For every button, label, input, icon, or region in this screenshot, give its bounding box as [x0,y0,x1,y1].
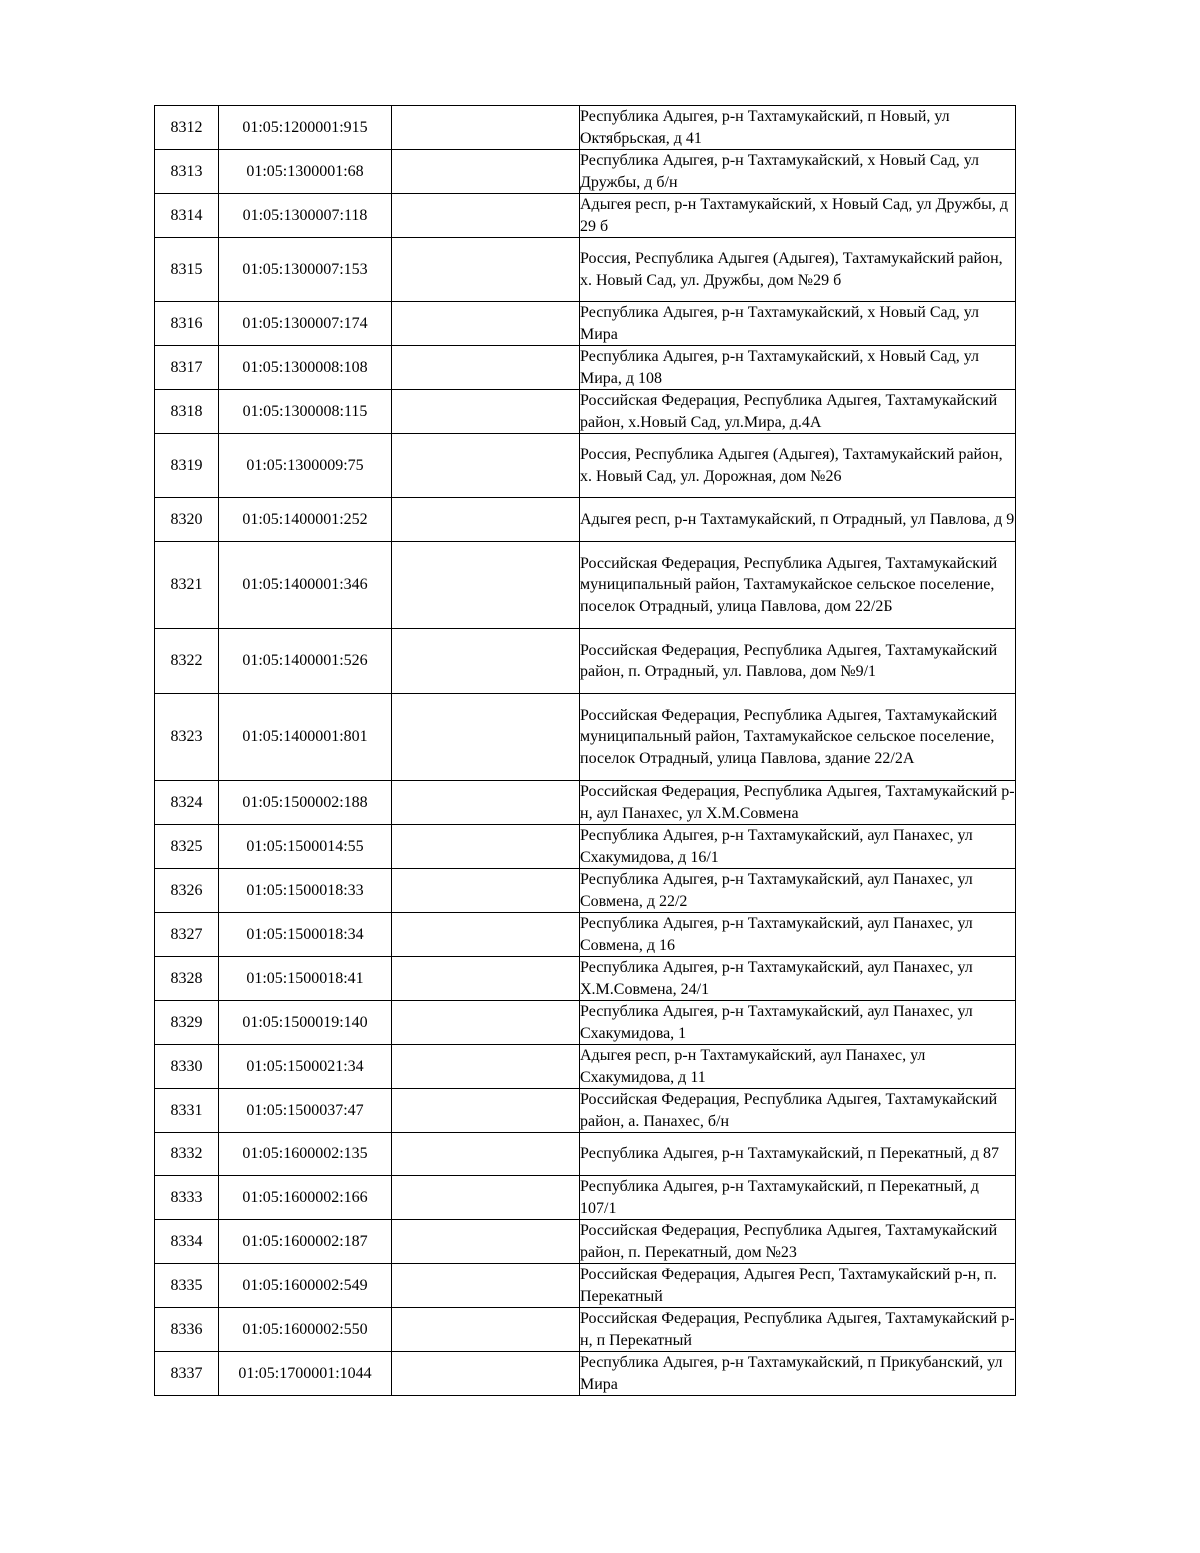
address-cell: Республика Адыгея, р-н Тахтамукайский, п Новый, ул Октябрьская, д 41 [580,106,1016,150]
cadastral-number-cell: 01:05:1300009:75 [219,434,392,498]
table-row [155,913,1016,957]
empty-cell [392,1308,580,1352]
row-number-cell: 8329 [155,1001,219,1045]
row-number-cell: 8327 [155,913,219,957]
address-cell: Республика Адыгея, р-н Тахтамукайский, аул Панахес, ул Совмена, д 16 [580,913,1016,957]
empty-cell [392,302,580,346]
cadastral-number-cell: 01:05:1300007:118 [219,194,392,238]
address-cell: Адыгея респ, р-н Тахтамукайский, аул Панахес, ул Схакумидова, д 11 [580,1045,1016,1089]
table-row [155,1045,1016,1089]
cadastral-number-cell: 01:05:1300007:174 [219,302,392,346]
table-row [155,825,1016,869]
table-row [155,542,1016,629]
row-number-cell: 8321 [155,542,219,629]
cadastral-number-cell: 01:05:1600002:135 [219,1133,392,1176]
empty-cell [392,913,580,957]
table-row [155,1220,1016,1264]
table-row [155,302,1016,346]
table-row [155,150,1016,194]
cadastral-number-cell: 01:05:1500021:34 [219,1045,392,1089]
address-cell: Республика Адыгея, р-н Тахтамукайский, аул Панахес, ул Схакумидова, д 16/1 [580,825,1016,869]
table-row [155,1176,1016,1220]
cadastral-number-cell: 01:05:1500002:188 [219,781,392,825]
address-cell: Российская Федерация, Республика Адыгея, Тахтамукайский р-н, аул Панахес, ул Х.М.Совмена [580,781,1016,825]
row-number-cell: 8326 [155,869,219,913]
empty-cell [392,1133,580,1176]
row-number-cell: 8333 [155,1176,219,1220]
empty-cell [392,869,580,913]
cadastral-number-cell: 01:05:1600002:550 [219,1308,392,1352]
row-number-cell: 8314 [155,194,219,238]
address-cell: Республика Адыгея, р-н Тахтамукайский, п Прикубанский, ул Мира [580,1352,1016,1396]
empty-cell [392,434,580,498]
address-cell: Республика Адыгея, р-н Тахтамукайский, х Новый Сад, ул Дружбы, д б/н [580,150,1016,194]
row-number-cell: 8312 [155,106,219,150]
cadastral-number-cell: 01:05:1500019:140 [219,1001,392,1045]
empty-cell [392,629,580,694]
address-cell: Республика Адыгея, р-н Тахтамукайский, аул Панахес, ул Совмена, д 22/2 [580,869,1016,913]
empty-cell [392,106,580,150]
table-row [155,238,1016,302]
empty-cell [392,542,580,629]
address-cell: Республика Адыгея, р-н Тахтамукайский, аул Панахес, ул Схакумидова, 1 [580,1001,1016,1045]
row-number-cell: 8319 [155,434,219,498]
row-number-cell: 8328 [155,957,219,1001]
row-number-cell: 8318 [155,390,219,434]
address-cell: Российская Федерация, Республика Адыгея, Тахтамукайский муниципальный район, Тахтамукайское сельское поселение, поселок Отрадный, улица Павлова, здание 22/2А [580,694,1016,781]
address-cell: Адыгея респ, р-н Тахтамукайский, х Новый Сад, ул Дружбы, д 29 б [580,194,1016,238]
row-number-cell: 8325 [155,825,219,869]
empty-cell [392,1001,580,1045]
address-cell: Россия, Республика Адыгея (Адыгея), Тахтамукайский район, х. Новый Сад, ул. Дружбы, дом №29 б [580,238,1016,302]
empty-cell [392,825,580,869]
row-number-cell: 8330 [155,1045,219,1089]
row-number-cell: 8335 [155,1264,219,1308]
row-number-cell: 8334 [155,1220,219,1264]
table-row [155,1089,1016,1133]
table-row [155,194,1016,238]
row-number-cell: 8320 [155,498,219,542]
empty-cell [392,238,580,302]
cadastral-number-cell: 01:05:1400001:526 [219,629,392,694]
empty-cell [392,1220,580,1264]
address-cell: Российская Федерация, Адыгея Респ, Тахтамукайский р-н, п. Перекатный [580,1264,1016,1308]
row-number-cell: 8317 [155,346,219,390]
address-cell: Российская Федерация, Республика Адыгея, Тахтамукайский муниципальный район, Тахтамукайское сельское поселение, поселок Отрадный, улица Павлова, дом 22/2Б [580,542,1016,629]
address-cell: Республика Адыгея, р-н Тахтамукайский, х Новый Сад, ул Мира [580,302,1016,346]
table-row [155,498,1016,542]
table-row [155,957,1016,1001]
table-row [155,346,1016,390]
empty-cell [392,781,580,825]
address-cell: Адыгея респ, р-н Тахтамукайский, п Отрадный, ул Павлова, д 9 [580,498,1016,542]
address-cell: Республика Адыгея, р-н Тахтамукайский, п Перекатный, д 87 [580,1133,1016,1176]
cadastral-number-cell: 01:05:1300008:108 [219,346,392,390]
row-number-cell: 8336 [155,1308,219,1352]
table-row [155,1001,1016,1045]
row-number-cell: 8316 [155,302,219,346]
cadastral-number-cell: 01:05:1500018:41 [219,957,392,1001]
cadastral-registry-table [154,105,1016,1396]
address-cell: Республика Адыгея, р-н Тахтамукайский, х Новый Сад, ул Мира, д 108 [580,346,1016,390]
row-number-cell: 8313 [155,150,219,194]
address-cell: Российская Федерация, Республика Адыгея, Тахтамукайский р-н, п Перекатный [580,1308,1016,1352]
row-number-cell: 8324 [155,781,219,825]
empty-cell [392,1264,580,1308]
table-row [155,1133,1016,1176]
cadastral-number-cell: 01:05:1600002:549 [219,1264,392,1308]
table-row [155,434,1016,498]
address-cell: Российская Федерация, Республика Адыгея, Тахтамукайский район, п. Отрадный, ул. Павлова, дом №9/1 [580,629,1016,694]
cadastral-number-cell: 01:05:1400001:801 [219,694,392,781]
address-cell: Республика Адыгея, р-н Тахтамукайский, аул Панахес, ул Х.М.Совмена, 24/1 [580,957,1016,1001]
row-number-cell: 8331 [155,1089,219,1133]
cadastral-number-cell: 01:05:1500014:55 [219,825,392,869]
cadastral-number-cell: 01:05:1200001:915 [219,106,392,150]
empty-cell [392,1089,580,1133]
table-row [155,1264,1016,1308]
row-number-cell: 8323 [155,694,219,781]
table-row [155,106,1016,150]
empty-cell [392,194,580,238]
empty-cell [392,694,580,781]
address-cell: Россия, Республика Адыгея (Адыгея), Тахтамукайский район, х. Новый Сад, ул. Дорожная, дом №26 [580,434,1016,498]
empty-cell [392,390,580,434]
row-number-cell: 8337 [155,1352,219,1396]
address-cell: Российская Федерация, Республика Адыгея, Тахтамукайский район, п. Перекатный, дом №23 [580,1220,1016,1264]
table-row [155,390,1016,434]
empty-cell [392,498,580,542]
empty-cell [392,1176,580,1220]
empty-cell [392,346,580,390]
cadastral-number-cell: 01:05:1700001:1044 [219,1352,392,1396]
table-row [155,781,1016,825]
cadastral-number-cell: 01:05:1500018:34 [219,913,392,957]
cadastral-number-cell: 01:05:1400001:346 [219,542,392,629]
cadastral-number-cell: 01:05:1300001:68 [219,150,392,194]
address-cell: Российская Федерация, Республика Адыгея, Тахтамукайский район, а. Панахес, б/н [580,1089,1016,1133]
row-number-cell: 8315 [155,238,219,302]
cadastral-number-cell: 01:05:1300007:153 [219,238,392,302]
empty-cell [392,957,580,1001]
table-row [155,629,1016,694]
table-row [155,1308,1016,1352]
empty-cell [392,150,580,194]
address-cell: Российская Федерация, Республика Адыгея, Тахтамукайский район, х.Новый Сад, ул.Мира, д.4А [580,390,1016,434]
cadastral-number-cell: 01:05:1400001:252 [219,498,392,542]
cadastral-number-cell: 01:05:1500018:33 [219,869,392,913]
table-row [155,1352,1016,1396]
empty-cell [392,1045,580,1089]
table-row [155,869,1016,913]
cadastral-number-cell: 01:05:1600002:187 [219,1220,392,1264]
cadastral-number-cell: 01:05:1500037:47 [219,1089,392,1133]
cadastral-number-cell: 01:05:1600002:166 [219,1176,392,1220]
address-cell: Республика Адыгея, р-н Тахтамукайский, п Перекатный, д 107/1 [580,1176,1016,1220]
table-row [155,694,1016,781]
row-number-cell: 8332 [155,1133,219,1176]
cadastral-number-cell: 01:05:1300008:115 [219,390,392,434]
registry-table-body [155,106,1016,1396]
empty-cell [392,1352,580,1396]
row-number-cell: 8322 [155,629,219,694]
